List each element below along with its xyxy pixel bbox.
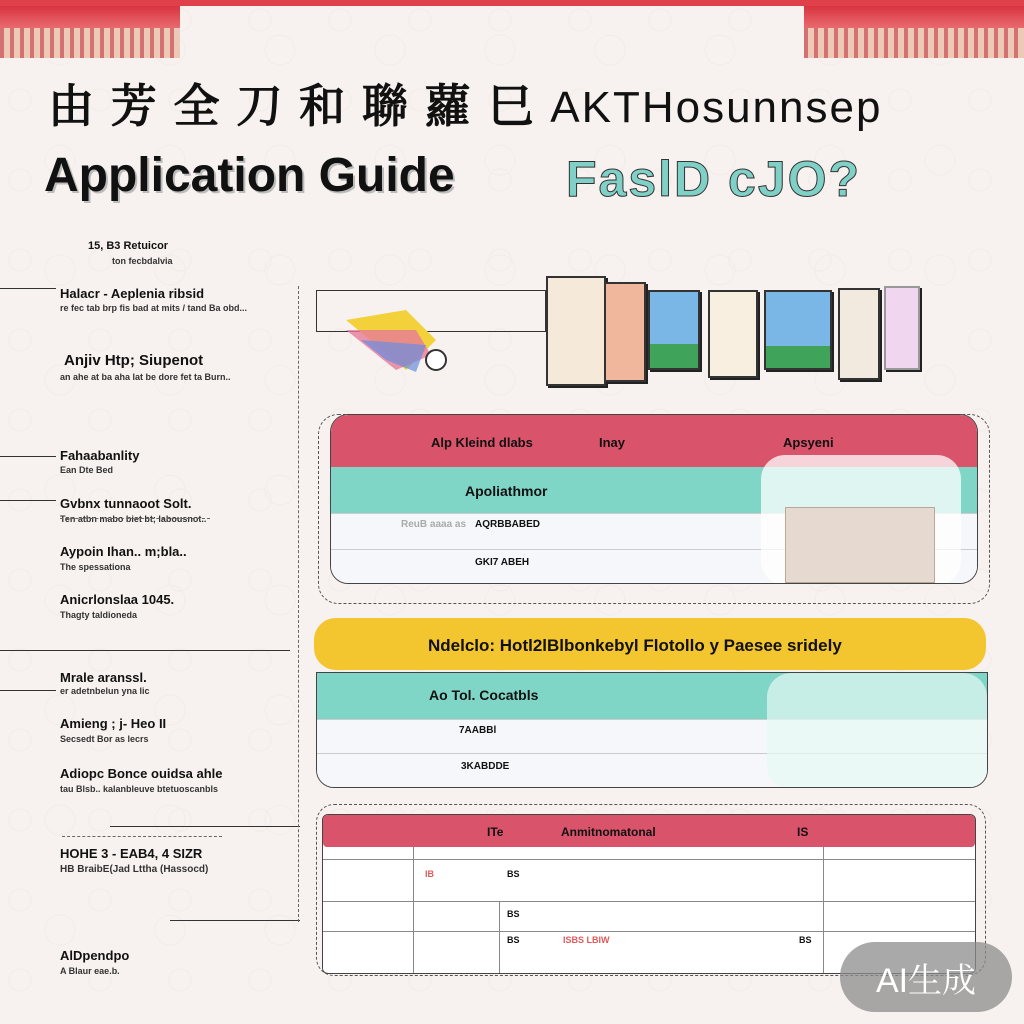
sidebar-item-sub: A Blaur eae.b. [60,966,120,976]
connector-line [60,518,210,519]
side-title: FaslD cJO? [566,151,862,207]
table1-band-label: Apoliathmor [465,483,548,499]
table1-header-left: Alp Kleind dlabs [431,435,533,450]
corner-decoration-right [804,6,1024,58]
sidebar-item-label: Fahaabanlity [60,448,140,463]
picture-panel [648,290,700,370]
ai-generated-badge: AI生成 [840,942,1012,1012]
sidebar-item-label: Adiopc Bonce ouidsa ahle [60,766,223,781]
table3-cell: BS [507,909,520,919]
connector-line [0,690,56,691]
table1 [330,414,978,584]
sidebar-item-label: Halacr - Aeplenia ribsid [60,286,205,301]
main-title: Application Guide [44,149,455,202]
table2-band-label: Ao Tol. Cocatbls [429,687,539,703]
table3-header-left: ITe [487,825,504,839]
table1-header-right: Apsyeni [783,435,834,450]
building-illustration [708,290,758,378]
connector-line [0,500,56,501]
building-illustration [546,276,606,386]
sidebar-item-label: Anicrlonslaa 1045. [60,592,175,607]
sidebar-item-sub: Secsedt Bor as lecrs [60,734,149,744]
table3-divider [499,901,500,974]
sidebar-item-label: 15, B3 Retuicor [88,240,169,252]
table3-cell: IB [425,869,434,879]
sidebar-item-label: Aypoin Ihan.. m;bla.. [60,544,187,559]
title-line1-cn: 由 芳 全 刀 和 聯 蘿 巳 [48,80,536,132]
table1-header-mid: Inay [599,435,626,450]
table3-cell: BS [507,935,520,945]
sidebar-item-label: Anjiv Htp; Siupenot [64,352,204,369]
sidebar-item-label: Gvbnx tunnaoot Solt. [60,496,192,511]
connector-line [110,826,300,827]
connector-line [62,836,222,837]
table2-row-text: 7AABBl [459,725,497,736]
connector-vertical [298,286,299,922]
table2-row-text: 3KABDDE [461,761,510,772]
table-row [323,901,975,931]
table1-row-text: AQRBBABED [475,519,540,530]
ghost-overlay [761,455,961,584]
table3-cell: BS [507,869,520,879]
title-line1-en: AKTHosunnsep [550,83,883,132]
sidebar-item-label: AlDpendpo [60,948,130,963]
table2-header-text: Ndelclo: Hotl2lBlbonkebyl Flotollo y Paesee sridely [428,636,842,655]
table3-header-mid: Anmitnomatonal [561,825,656,839]
table3-header-right: IS [797,825,809,839]
building-illustration [604,282,646,382]
sidebar-item-sub: tau Blsb.. kalanbleuve btetuoscanbls [60,784,219,794]
table3-cell: BS [799,935,812,945]
picture-panel [764,290,832,370]
connector-line [0,650,290,651]
fan-graphic [336,300,456,390]
sidebar-item-sub: The spessationa [60,562,131,572]
building-illustration [838,288,880,380]
sidebar-item-sub: re fec tab brp fis bad at mits / tand Ba obd... [60,303,248,313]
sidebar-item-label: Mrale aranssl. [60,670,147,685]
sidebar-item-sub: ton fecbdalvia [112,256,173,266]
building-illustration [884,286,920,370]
sidebar-item-sub: Ean Dte Bed [60,465,114,475]
sidebar-item-sub: Ten atbn mabo biet bt; Iabousnot.. [60,514,207,524]
sidebar-item-sub: Thagty taldioneda [60,610,138,620]
table2 [316,672,988,788]
sidebar-item-label: Amieng ; j- Heo II [60,716,167,731]
corner-decoration-left [0,6,180,58]
title-line1 [48,70,882,136]
connector-line [0,456,56,457]
sidebar-item-sub: an ahe at ba aha lat be dore fet ta Burn.. [60,372,231,382]
table3-divider [823,847,824,974]
table-row [323,859,975,889]
sidebar-item-label: HOHE 3 - EAB4, 4 SIZR [60,846,203,861]
sidebar-item-sub: HB BraibE(Jad Lttha (Hassocd) [60,864,209,875]
connector-line [170,920,300,921]
ghost-overlay [767,673,987,788]
table3-cell: ISBS LBIW [563,935,610,945]
overlay-grid [785,507,935,583]
table1-row-faint: ReuB aaaa as [401,519,467,530]
table1-row-text: GKI7 ABEH [475,557,530,568]
connector-line [0,288,56,289]
table3-divider [413,847,414,974]
sidebar-item-sub: er adetnbelun yna lic [60,686,150,696]
